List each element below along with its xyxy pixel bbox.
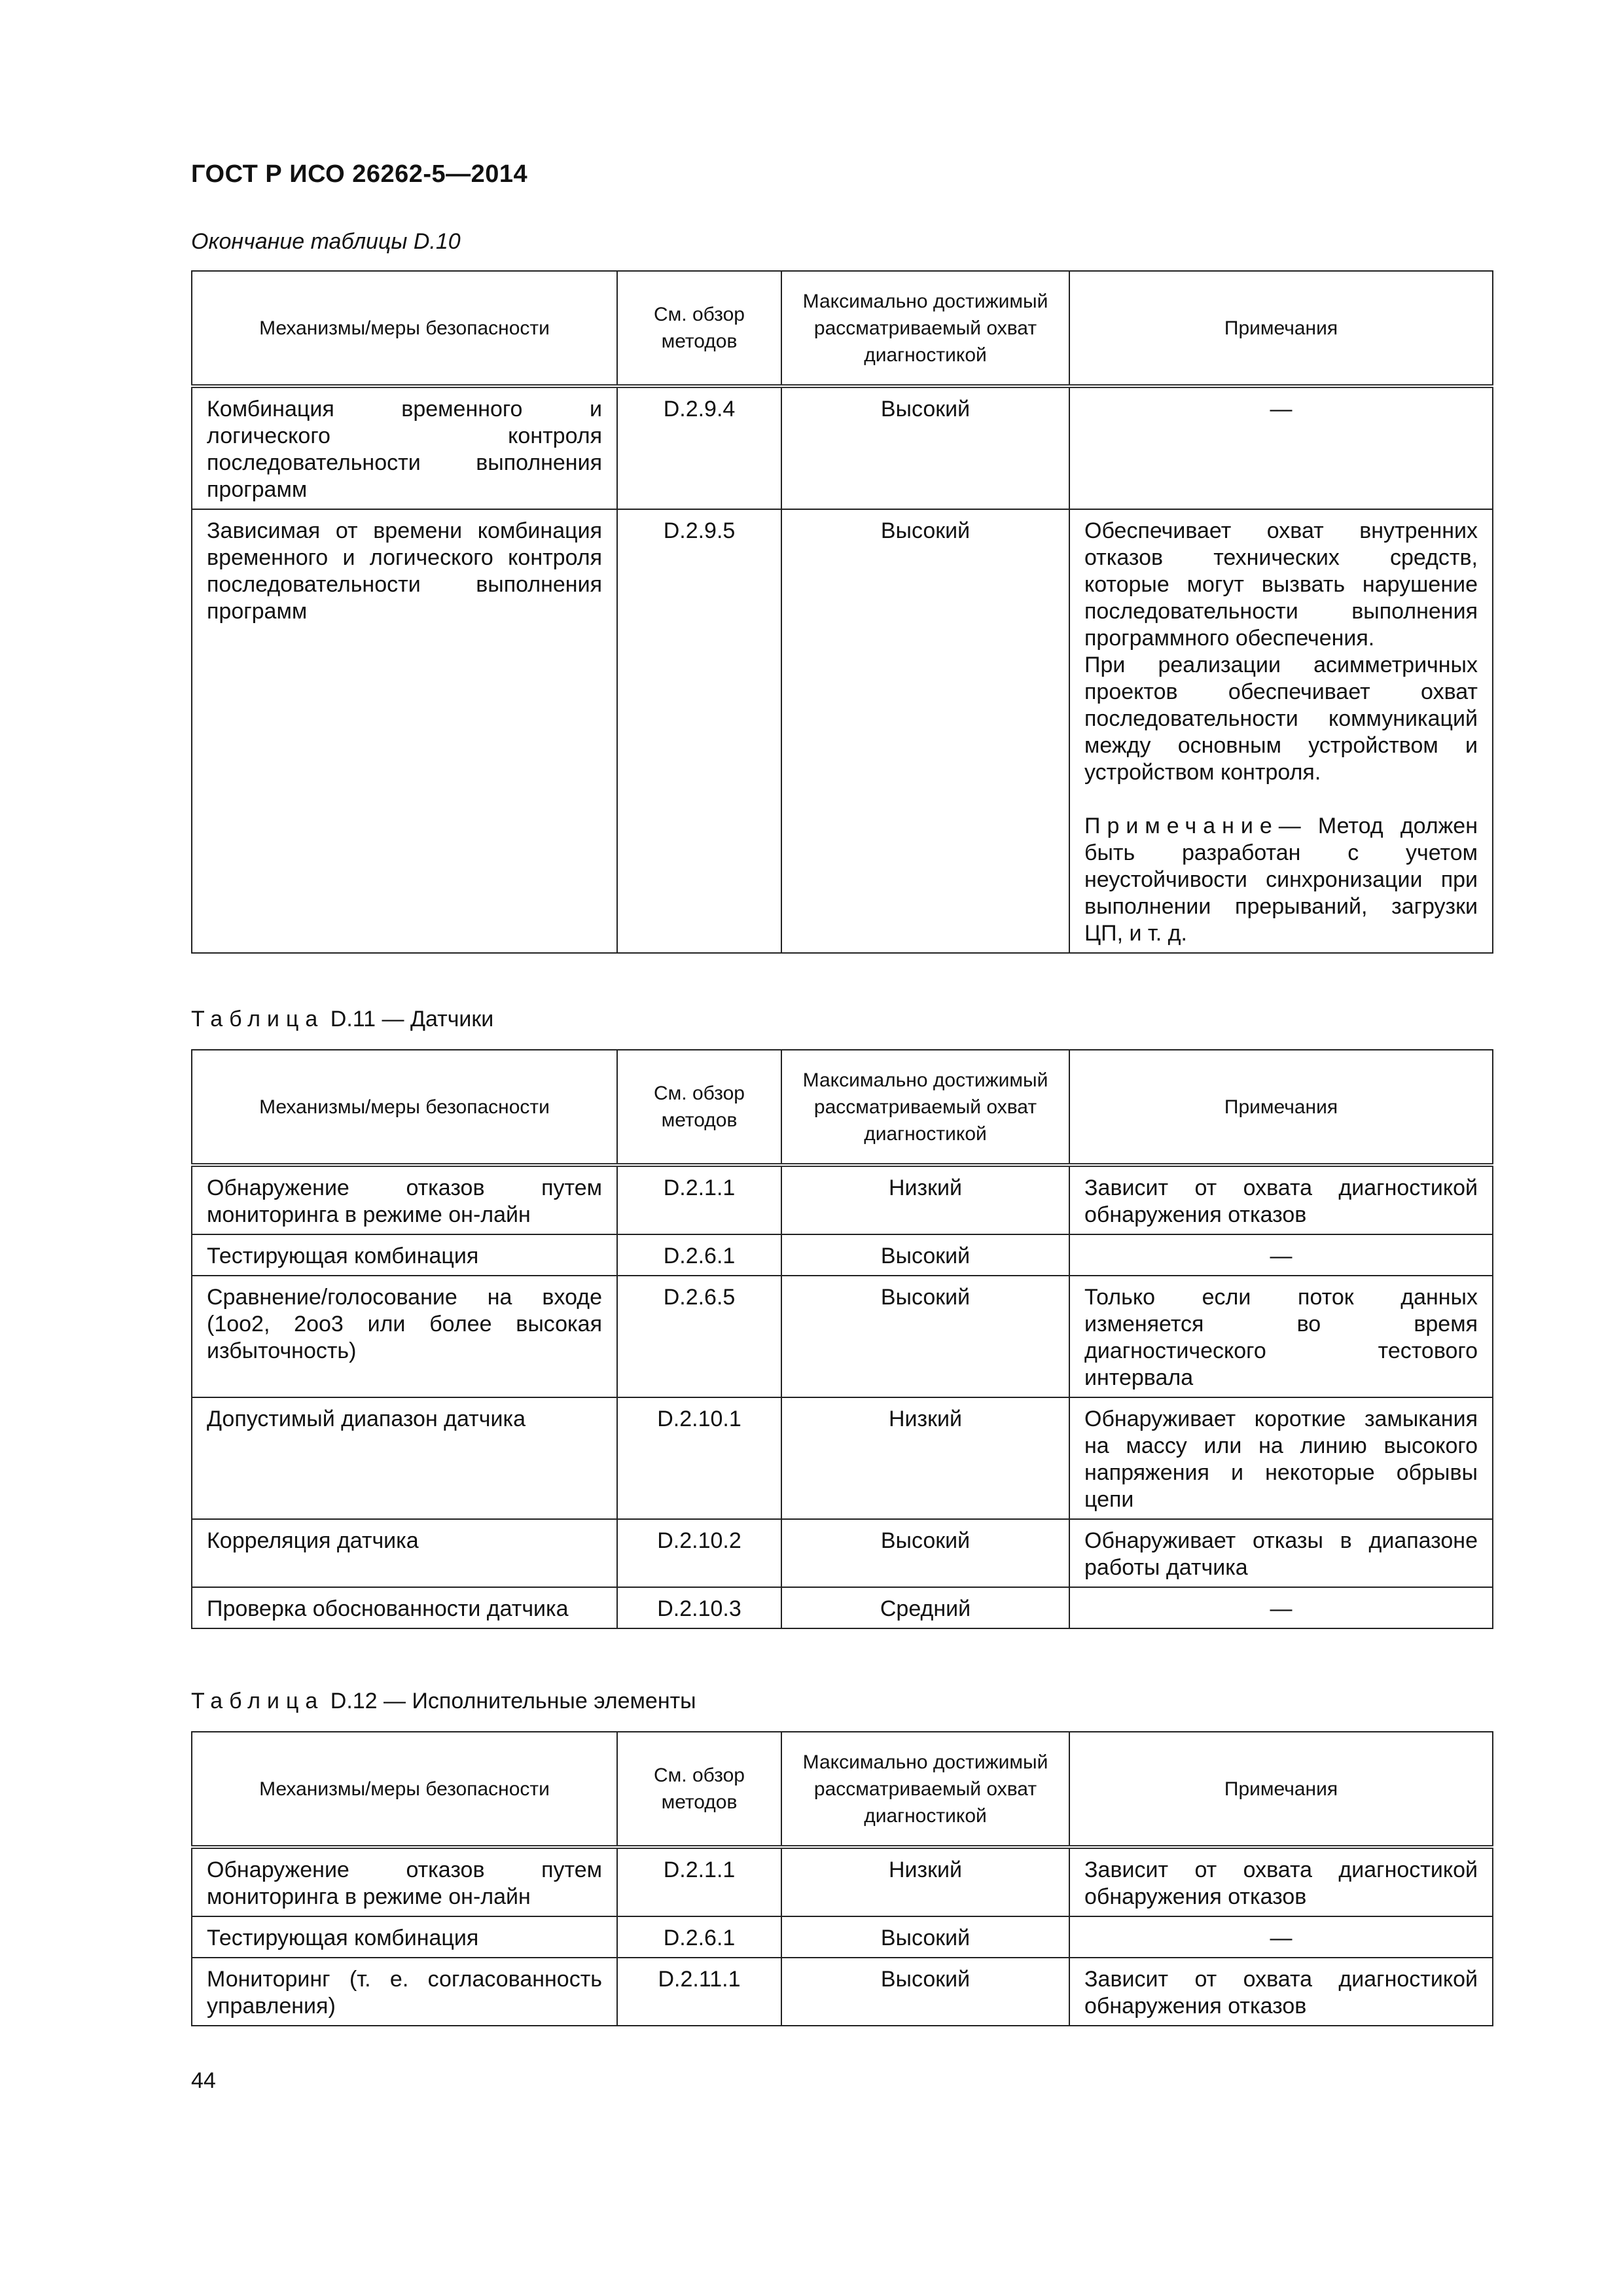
coverage-cell: Низкий (781, 1847, 1069, 1916)
notes-cell: — (1069, 1587, 1493, 1628)
measure-cell: Проверка обоснованности датчика (192, 1587, 617, 1628)
measure-cell: Сравнение/голосование на входе (1oo2, 2oo3 или более высокая избыточность) (192, 1276, 617, 1397)
table-header-row (192, 271, 1493, 386)
review-cell: D.2.9.5 (617, 509, 781, 953)
table-row (192, 1587, 1493, 1628)
review-cell: D.2.10.1 (617, 1397, 781, 1519)
coverage-cell: Высокий (781, 509, 1069, 953)
column-header-review: См. обзор методов (617, 1732, 781, 1847)
measure-cell: Тестирующая комбинация (192, 1234, 617, 1276)
table-row (192, 1916, 1493, 1958)
review-cell: D.2.6.1 (617, 1234, 781, 1276)
table-d10-caption: Окончание таблицы D.10 (191, 229, 461, 254)
measure-cell: Мониторинг (т. е. согласованность управления) (192, 1958, 617, 2026)
notes-cell: Зависит от охвата диагностикой обнаружения отказов (1069, 1958, 1493, 2026)
coverage-cell: Высокий (781, 386, 1069, 509)
column-header-notes: Примечания (1069, 1050, 1493, 1165)
column-header-notes: Примечания (1069, 271, 1493, 386)
review-cell: D.2.10.2 (617, 1519, 781, 1587)
measure-cell: Обнаружение отказов путем мониторинга в режиме он-лайн (192, 1847, 617, 1916)
column-header-coverage: Максимально достижимый рассматриваемый охват диагностикой (781, 1050, 1069, 1165)
table-row (192, 1958, 1493, 2026)
notes-cell: Только если поток данных изменяется во время диагностического тестового интервала (1069, 1276, 1493, 1397)
review-cell: D.2.6.5 (617, 1276, 781, 1397)
coverage-cell: Низкий (781, 1165, 1069, 1234)
table-row (192, 1276, 1493, 1397)
document-header: ГОСТ Р ИСО 26262-5—2014 (191, 160, 528, 188)
table-header-row (192, 1732, 1493, 1847)
table-row (192, 1847, 1493, 1916)
coverage-cell: Средний (781, 1587, 1069, 1628)
measure-cell: Тестирующая комбинация (192, 1916, 617, 1958)
column-header-measures: Механизмы/меры безопасности (192, 1732, 617, 1847)
caption-word: Таблица (191, 1689, 325, 1713)
notes-cell: Зависит от охвата диагностикой обнаружения отказов (1069, 1165, 1493, 1234)
column-header-coverage: Максимально достижимый рассматриваемый охват диагностикой (781, 271, 1069, 386)
column-header-coverage: Максимально достижимый рассматриваемый охват диагностикой (781, 1732, 1069, 1847)
notes-cell: Обнаруживает короткие замыкания на массу или на линию высокого напряжения и некоторые обрывы цепи (1069, 1397, 1493, 1519)
coverage-cell: Высокий (781, 1276, 1069, 1397)
review-cell: D.2.11.1 (617, 1958, 781, 2026)
measure-cell: Корреляция датчика (192, 1519, 617, 1587)
table-row (192, 386, 1493, 509)
notes-cell: — (1069, 386, 1493, 509)
column-header-review: См. обзор методов (617, 1050, 781, 1165)
review-cell: D.2.6.1 (617, 1916, 781, 1958)
caption-word: Таблица (191, 1007, 325, 1031)
coverage-cell: Низкий (781, 1397, 1069, 1519)
column-header-measures: Механизмы/меры безопасности (192, 1050, 617, 1165)
table-row (192, 1519, 1493, 1587)
table-row (192, 509, 1493, 953)
note-remark (1084, 813, 1478, 947)
notes-cell (1069, 509, 1493, 953)
coverage-cell: Высокий (781, 1916, 1069, 1958)
table-d10 (191, 270, 1493, 954)
coverage-cell: Высокий (781, 1234, 1069, 1276)
table-row (192, 1165, 1493, 1234)
coverage-cell: Высокий (781, 1519, 1069, 1587)
table-d11-caption (191, 1007, 493, 1032)
table-d12-caption (191, 1689, 696, 1714)
note-paragraph: Обеспечивает охват внутренних отказов технических средств, которые могут вызвать нарушение последовательности выполнения программного обеспечения. (1084, 518, 1478, 651)
table-header-row (192, 1050, 1493, 1165)
page-number: 44 (191, 2068, 216, 2093)
notes-cell: — (1069, 1916, 1493, 1958)
review-cell: D.2.1.1 (617, 1847, 781, 1916)
table-d11 (191, 1049, 1493, 1629)
note-paragraph: При реализации асимметричных проектов обеспечивает охват последовательности коммуникаций между основным устройством и устройством контроля. (1084, 653, 1478, 785)
table-row (192, 1397, 1493, 1519)
notes-cell: Зависит от охвата диагностикой обнаружения отказов (1069, 1847, 1493, 1916)
measure-cell: Комбинация временного и логического контроля последовательности выполнения программ (192, 386, 617, 509)
note-remark-text: — Метод должен быть разработан с учетом неустойчивости синхронизации при выполнении прерываний, загрузки ЦП, и т. д. (1084, 814, 1478, 946)
notes-cell: — (1069, 1234, 1493, 1276)
column-header-notes: Примечания (1069, 1732, 1493, 1847)
caption-title: D.11 — Датчики (330, 1007, 494, 1031)
review-cell: D.2.1.1 (617, 1165, 781, 1234)
review-cell: D.2.9.4 (617, 386, 781, 509)
measure-cell: Обнаружение отказов путем мониторинга в режиме он-лайн (192, 1165, 617, 1234)
measure-cell: Допустимый диапазон датчика (192, 1397, 617, 1519)
measure-cell: Зависимая от времени комбинация временного и логического контроля последовательности выполнения программ (192, 509, 617, 953)
review-cell: D.2.10.3 (617, 1587, 781, 1628)
notes-cell: Обнаруживает отказы в диапазоне работы датчика (1069, 1519, 1493, 1587)
note-label: Примечание (1084, 814, 1279, 838)
column-header-measures: Механизмы/меры безопасности (192, 271, 617, 386)
column-header-review: См. обзор методов (617, 271, 781, 386)
coverage-cell: Высокий (781, 1958, 1069, 2026)
caption-title: D.12 — Исполнительные элементы (330, 1689, 696, 1713)
table-row (192, 1234, 1493, 1276)
table-d12 (191, 1731, 1493, 2026)
